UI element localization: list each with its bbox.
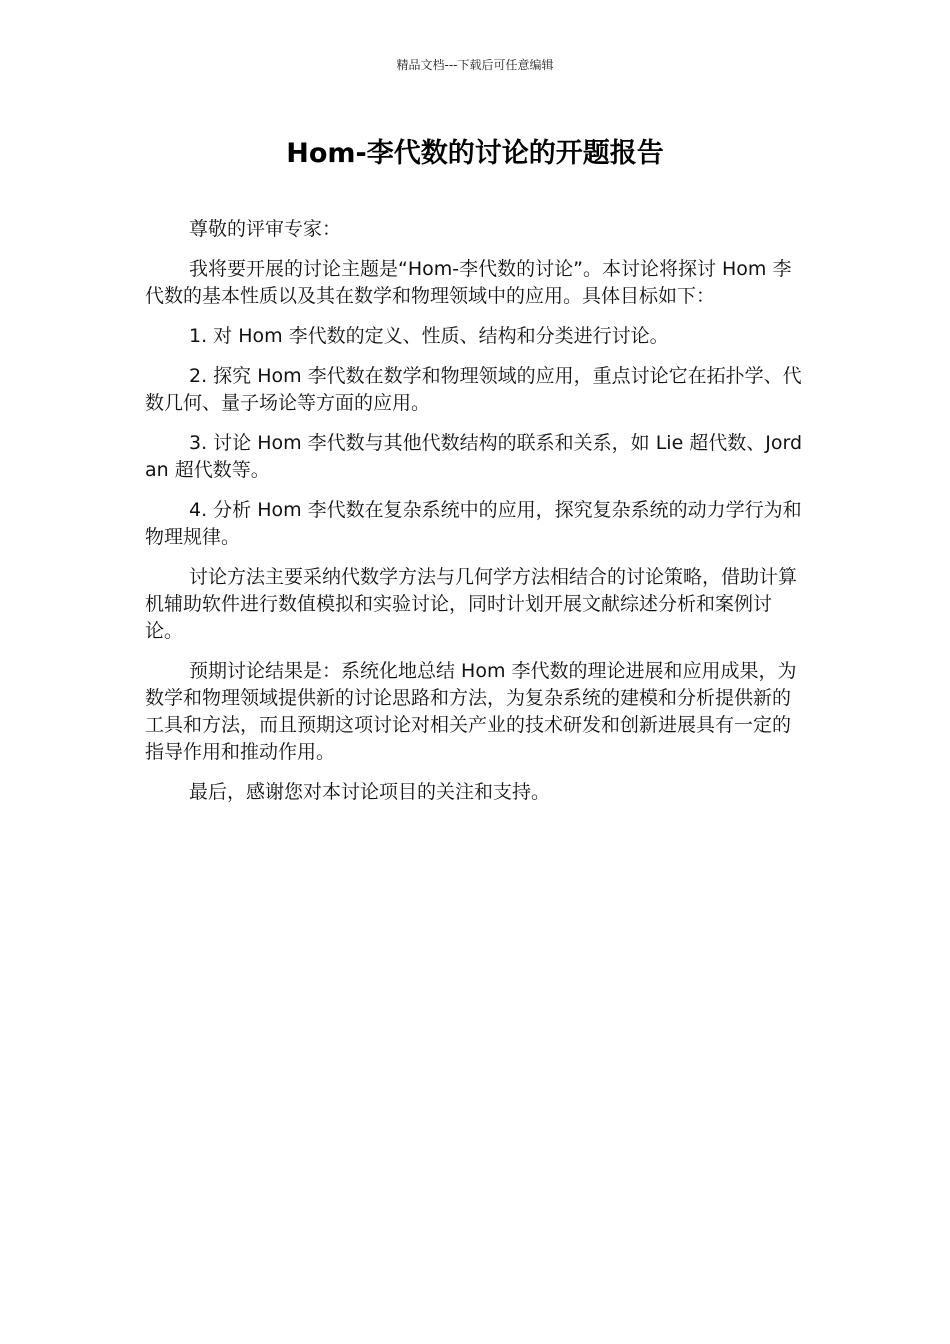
header-note: 精品文档---下载后可任意编辑 [396,58,554,72]
document-title: Hom-李代数的讨论的开题报告 [286,138,664,169]
method-paragraph: 讨论方法主要采纳代数学方法与几何学方法相结合的讨论策略，借助计算机辅助软件进行数值模拟和实验讨论，同时计划开展文献综述分析和案例讨论。 [145,566,798,642]
goal-item-4: 4. 分析 Hom 李代数在复杂系统中的应用，探究复杂系统的动力学行为和物理规律。 [145,499,802,548]
document-body [145,216,805,819]
expected-results-paragraph: 预期讨论结果是：系统化地总结 Hom 李代数的理论进展和应用成果，为数学和物理领域提供新的讨论思路和方法，为复杂系统的建模和分析提供新的工具和方法，而且预期这项讨论对相关产业的技术研发和创新进展具有一定的指导作用和推动作用。 [145,660,797,763]
goal-item-2: 2. 探究 Hom 李代数在数学和物理领域的应用，重点讨论它在拓扑学、代数几何、量子场论等方面的应用。 [145,365,802,414]
salutation-paragraph: 尊敬的评审专家： [189,218,342,240]
intro-paragraph: 我将要开展的讨论主题是“Hom-李代数的讨论”。本讨论将探讨 Hom 李代数的基本性质以及其在数学和物理领域中的应用。具体目标如下： [145,258,792,307]
goal-item-1: 1. 对 Hom 李代数的定义、性质、结构和分类进行讨论。 [189,325,669,347]
closing-paragraph: 最后，感谢您对本讨论项目的关注和支持。 [189,781,551,803]
goal-item-3: 3. 讨论 Hom 李代数与其他代数结构的联系和关系，如 Lie 超代数、Jordan 超代数等。 [145,432,803,481]
